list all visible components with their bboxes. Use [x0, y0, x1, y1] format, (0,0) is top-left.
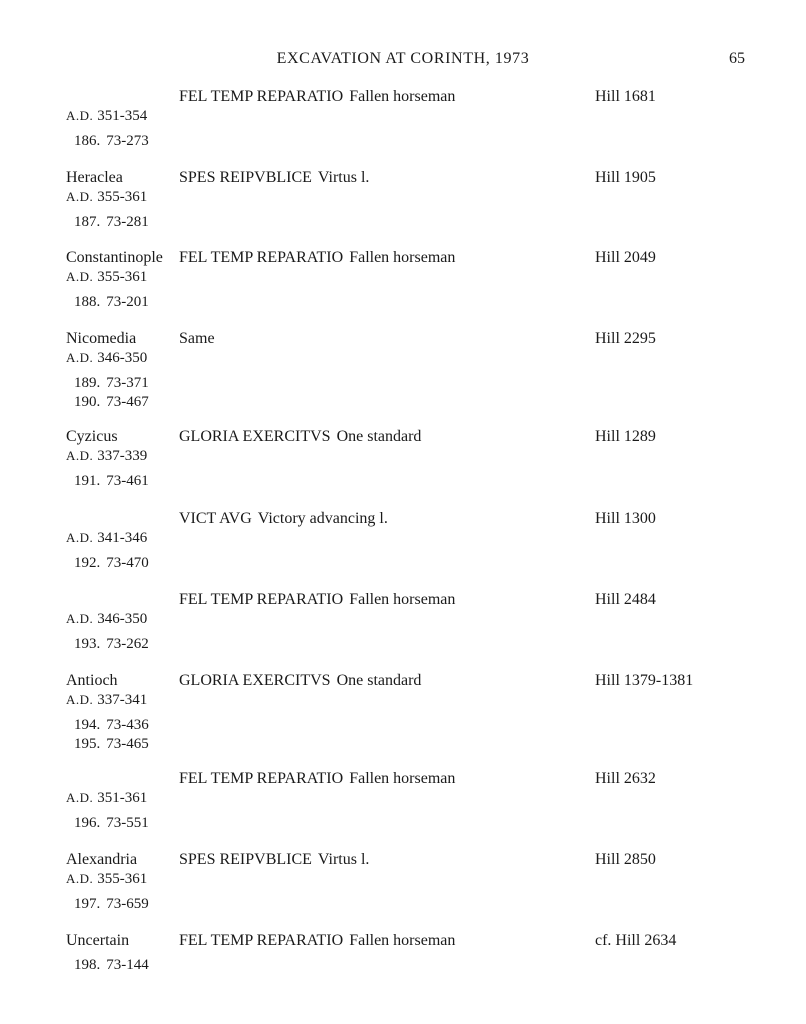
era-prefix: A.D. [66, 871, 94, 886]
date-range [66, 188, 147, 206]
reverse-type: One standard [336, 428, 422, 445]
era-prefix: A.D. [66, 790, 94, 805]
catalog-index: 189. [74, 375, 101, 391]
catalog-number [74, 554, 149, 572]
hill-reference: Hill 2049 [595, 249, 656, 266]
catalog-index: 192. [74, 555, 101, 571]
catalog-entry [0, 88, 806, 168]
catalog-number [74, 393, 149, 411]
catalog-index: 196. [74, 815, 101, 831]
legend-text: Same [179, 330, 215, 347]
inventory-number: 73-659 [106, 896, 149, 912]
legend-text: FEL TEMP REPARATIO [179, 88, 344, 105]
inventory-number: 73-467 [106, 394, 149, 410]
catalog-index: 186. [74, 133, 101, 149]
hill-reference: Hill 2632 [595, 770, 656, 787]
hill-reference: cf. Hill 2634 [595, 932, 677, 949]
date-range [66, 268, 147, 286]
catalog-number [74, 374, 149, 392]
inventory-number: 73-281 [106, 214, 149, 230]
reverse-type: One standard [336, 672, 422, 689]
legend-text: FEL TEMP REPARATIO [179, 932, 344, 949]
catalog-number [74, 132, 149, 150]
date-range [66, 610, 147, 628]
date-value: 351-354 [97, 108, 148, 124]
date-value: 337-341 [97, 692, 148, 708]
date-value: 346-350 [97, 611, 148, 627]
era-prefix: A.D. [66, 189, 94, 204]
mint-name: Alexandria [66, 851, 138, 868]
date-value: 346-350 [97, 350, 148, 366]
hill-reference: Hill 2484 [595, 591, 656, 608]
legend-text: FEL TEMP REPARATIO [179, 770, 344, 787]
era-prefix: A.D. [66, 611, 94, 626]
era-prefix: A.D. [66, 692, 94, 707]
catalog-number [74, 472, 149, 490]
hill-reference: Hill 2850 [595, 851, 656, 868]
catalog-index: 197. [74, 896, 101, 912]
date-range [66, 870, 147, 888]
era-prefix: A.D. [66, 108, 94, 123]
date-range [66, 349, 147, 367]
mint-name: Uncertain [66, 932, 130, 949]
catalog-entry [0, 510, 806, 590]
catalog-index: 188. [74, 294, 101, 310]
era-prefix: A.D. [66, 269, 94, 284]
reverse-legend [179, 249, 455, 267]
date-value: 355-361 [97, 871, 148, 887]
hill-reference: Hill 1289 [595, 428, 656, 445]
mint-name: Heraclea [66, 169, 123, 186]
reverse-legend [179, 770, 455, 788]
reverse-legend [179, 330, 215, 348]
reverse-legend [179, 169, 369, 187]
reverse-type: Fallen horseman [349, 770, 456, 787]
date-range [66, 789, 147, 807]
catalog-number [74, 895, 149, 913]
catalog-number [74, 635, 149, 653]
page-number: 65 [729, 50, 745, 67]
reverse-type: Fallen horseman [349, 591, 456, 608]
hill-reference: Hill 1681 [595, 88, 656, 105]
legend-text: SPES REIPVBLICE [179, 851, 312, 868]
catalog-index: 190. [74, 394, 101, 410]
hill-reference: Hill 1379-1381 [595, 672, 694, 689]
reverse-legend [179, 672, 421, 690]
inventory-number: 73-465 [106, 736, 149, 752]
inventory-number: 73-470 [106, 555, 149, 571]
inventory-number: 73-551 [106, 815, 149, 831]
inventory-number: 73-461 [106, 473, 149, 489]
reverse-legend [179, 851, 369, 869]
reverse-type: Fallen horseman [349, 932, 456, 949]
mint-name: Nicomedia [66, 330, 137, 347]
date-value: 355-361 [97, 189, 148, 205]
catalog-number [74, 956, 149, 974]
catalog-number [74, 213, 149, 231]
reverse-legend [179, 428, 421, 446]
catalog-index: 195. [74, 736, 101, 752]
catalog-number [74, 814, 149, 832]
running-header: EXCAVATION AT CORINTH, 1973 [276, 50, 530, 67]
date-range [66, 107, 147, 125]
legend-text: GLORIA EXERCITVS [179, 428, 331, 445]
catalog-entry [0, 851, 806, 931]
legend-text: VICT AVG [179, 510, 252, 527]
reverse-type: Victory advancing l. [257, 510, 388, 527]
catalog-index: 193. [74, 636, 101, 652]
legend-text: FEL TEMP REPARATIO [179, 591, 344, 608]
date-range [66, 529, 147, 547]
era-prefix: A.D. [66, 350, 94, 365]
inventory-number: 73-201 [106, 294, 149, 310]
catalog-index: 191. [74, 473, 101, 489]
mint-name: Cyzicus [66, 428, 118, 445]
legend-text: FEL TEMP REPARATIO [179, 249, 344, 266]
inventory-number: 73-262 [106, 636, 149, 652]
catalog-entry [0, 770, 806, 850]
date-value: 337-339 [97, 448, 148, 464]
catalog-entry [0, 249, 806, 329]
catalog-number [74, 293, 149, 311]
inventory-number: 73-273 [106, 133, 149, 149]
reverse-type: Fallen horseman [349, 88, 456, 105]
hill-reference: Hill 1300 [595, 510, 656, 527]
catalog-entry [0, 591, 806, 671]
reverse-type: Virtus l. [317, 851, 370, 868]
catalog-number [74, 735, 149, 753]
mint-name: Antioch [66, 672, 118, 689]
date-range [66, 691, 147, 709]
mint-name: Constantinople [66, 249, 163, 266]
reverse-type: Virtus l. [317, 169, 370, 186]
catalog-index: 198. [74, 957, 101, 973]
reverse-legend [179, 932, 455, 950]
inventory-number: 73-436 [106, 717, 149, 733]
legend-text: GLORIA EXERCITVS [179, 672, 331, 689]
catalog-entry [0, 428, 806, 508]
catalog-index: 194. [74, 717, 101, 733]
era-prefix: A.D. [66, 448, 94, 463]
hill-reference: Hill 2295 [595, 330, 656, 347]
era-prefix: A.D. [66, 530, 94, 545]
date-value: 341-346 [97, 530, 148, 546]
catalog-index: 187. [74, 214, 101, 230]
catalog-number [74, 716, 149, 734]
legend-text: SPES REIPVBLICE [179, 169, 312, 186]
catalog-entry [0, 672, 806, 752]
inventory-number: 73-144 [106, 957, 149, 973]
catalog-entry [0, 169, 806, 249]
catalog-entry [0, 932, 806, 1012]
hill-reference: Hill 1905 [595, 169, 656, 186]
date-value: 351-361 [97, 790, 148, 806]
reverse-type: Fallen horseman [349, 249, 456, 266]
date-value: 355-361 [97, 269, 148, 285]
reverse-legend [179, 591, 455, 609]
reverse-legend [179, 88, 455, 106]
catalog-entry [0, 330, 806, 410]
inventory-number: 73-371 [106, 375, 149, 391]
reverse-legend [179, 510, 388, 528]
date-range [66, 447, 147, 465]
